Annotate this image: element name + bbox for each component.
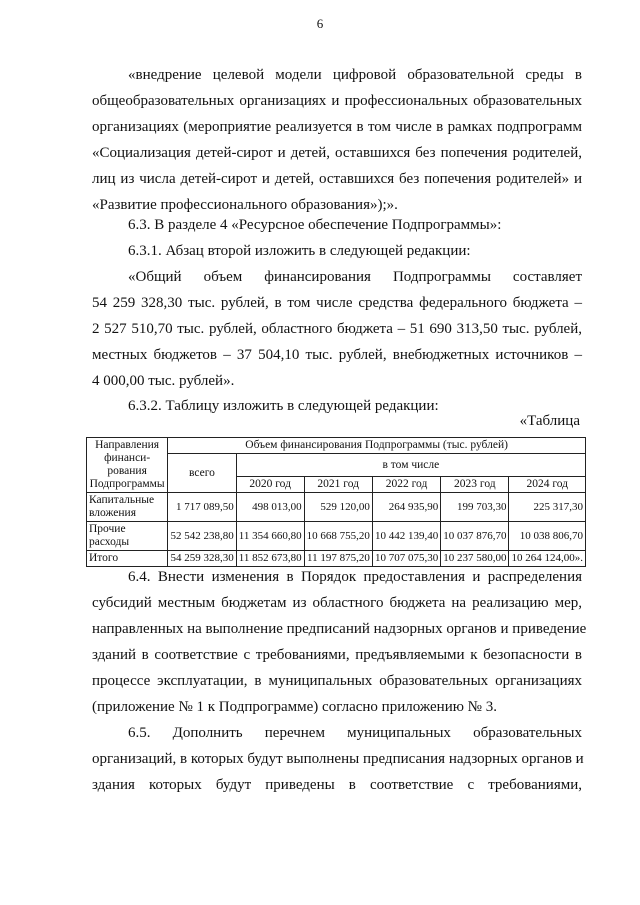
text-line: субсидий местным бюджетам из областного бюджета на реализацию мер, xyxy=(92,595,582,611)
cell-value: 1 717 089,50 xyxy=(168,493,237,522)
text-line: лиц из числа детей-сирот и детей, оставшихся без попечения родителей» и xyxy=(92,171,582,187)
table-caption: «Таблица xyxy=(519,413,580,429)
text-line: 4 000,00 тыс. рублей». xyxy=(92,373,235,389)
text-line: 6.5. Дополнить перечнем муниципальных образовательных xyxy=(128,725,582,741)
text-line: направленных на выполнение предписаний надзорных органов и приведение xyxy=(92,621,587,637)
header-year: 2022 год xyxy=(372,477,440,493)
text-line: общеобразовательных организациях и профессиональных образовательных xyxy=(92,93,582,109)
row-label: Итого xyxy=(87,551,168,567)
cell-value: 11 197 875,20 xyxy=(304,551,372,567)
cell-value: 11 354 660,80 xyxy=(236,522,304,551)
text-line: «Развитие профессионального образования»);». xyxy=(92,197,398,213)
text-line: «Общий объем финансирования Подпрограммы составляет xyxy=(128,269,582,285)
cell-value: 498 013,00 xyxy=(236,493,304,522)
cell-value: 10 442 139,40 xyxy=(372,522,440,551)
header-total: всего xyxy=(168,454,237,493)
cell-value: 10 668 755,20 xyxy=(304,522,372,551)
cell-value: 225 317,30 xyxy=(509,493,586,522)
text-line: организаций, в которых будут выполнены предписания надзорных органов и xyxy=(92,751,584,767)
text-line: «Социализация детей-сирот и детей, оставшихся без попечения родителей, xyxy=(92,145,582,161)
header-year: 2024 год xyxy=(509,477,586,493)
text-line: зданий в соответствие с требованиями, предъявляемыми к безопасности в xyxy=(92,647,582,663)
text-line: 6.3.1. Абзац второй изложить в следующей редакции: xyxy=(128,243,471,259)
cell-value: 10 038 806,70 xyxy=(509,522,586,551)
paragraph-digital-environment xyxy=(92,62,582,218)
header-direction: Направления финанси-рования Подпрограммы xyxy=(87,438,168,493)
text-line: 6.4. Внести изменения в Порядок предоставления и распределения xyxy=(128,569,582,585)
paragraph-6-3 xyxy=(92,212,582,238)
paragraph-6-3-1 xyxy=(92,238,582,264)
page-number: 6 xyxy=(316,16,324,31)
header-volume: Объем финансирования Подпрограммы (тыс. рублей) xyxy=(168,438,586,454)
paragraph-total-funding xyxy=(92,264,582,394)
text-line: (приложение № 1 к Подпрограмме) согласно приложению № 3. xyxy=(92,699,497,715)
paragraph-6-5 xyxy=(92,720,582,798)
text-line: 6.3. В разделе 4 «Ресурсное обеспечение Подпрограммы»: xyxy=(128,217,502,233)
paragraph-6-3-2 xyxy=(92,393,582,419)
text-line: 54 259 328,30 тыс. рублей, в том числе средства федерального бюджета – xyxy=(92,295,582,311)
cell-value: 529 120,00 xyxy=(304,493,372,522)
header-including: в том числе xyxy=(236,454,585,477)
cell-value: 10 264 124,00». xyxy=(509,551,586,567)
row-label: Прочие расходы xyxy=(87,522,168,551)
cell-value: 10 237 580,00 xyxy=(441,551,509,567)
text-line: «внедрение целевой модели цифровой образовательной среды в xyxy=(128,67,582,83)
header-year: 2020 год xyxy=(236,477,304,493)
row-label: Капитальные вложения xyxy=(87,493,168,522)
text-line: организациях (мероприятие реализуется в том числе в рамках подпрограмм xyxy=(92,119,582,135)
cell-value: 54 259 328,30 xyxy=(168,551,237,567)
cell-value: 52 542 238,80 xyxy=(168,522,237,551)
cell-value: 199 703,30 xyxy=(441,493,509,522)
header-year: 2023 год xyxy=(441,477,509,493)
text-line: 2 527 510,70 тыс. рублей, областного бюджета – 51 690 313,50 тыс. рублей, xyxy=(92,321,582,337)
table-row xyxy=(87,493,586,522)
cell-value: 10 707 075,30 xyxy=(372,551,440,567)
header-year: 2021 год xyxy=(304,477,372,493)
paragraph-6-4 xyxy=(92,564,587,720)
text-line: здания которых будут приведены в соответствие с требованиями, xyxy=(92,777,582,793)
cell-value: 264 935,90 xyxy=(372,493,440,522)
text-line: 6.3.2. Таблицу изложить в следующей редакции: xyxy=(128,398,439,414)
table-row xyxy=(87,522,586,551)
text-line: процессе эксплуатации, в муниципальных образовательных организациях xyxy=(92,673,582,689)
cell-value: 11 852 673,80 xyxy=(236,551,304,567)
text-line: местных бюджетов – 37 504,10 тыс. рублей, внебюджетных источников – xyxy=(92,347,582,363)
financing-table xyxy=(86,437,586,567)
cell-value: 10 037 876,70 xyxy=(441,522,509,551)
